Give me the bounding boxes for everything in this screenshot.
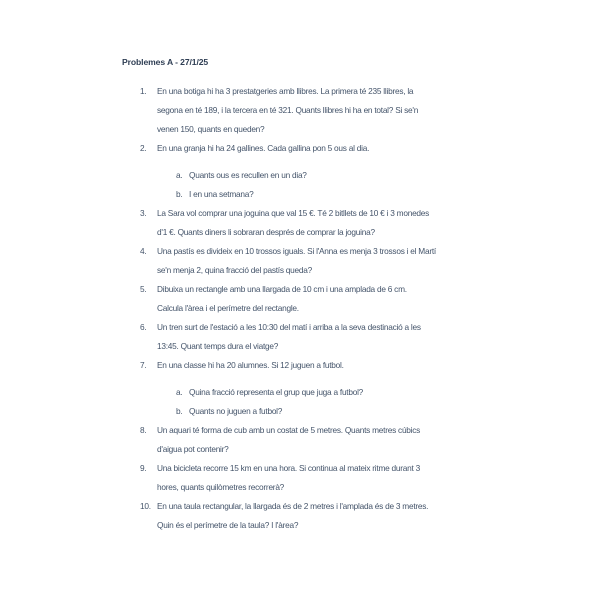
- problem-10: [140, 497, 470, 535]
- problem-number: 7.: [140, 360, 147, 370]
- problem-text: 13:45. Quant temps dura el viatge?: [157, 341, 279, 351]
- problem-8: [140, 421, 470, 459]
- problem-5: [140, 280, 470, 318]
- problem-text: venen 150, quants en queden?: [157, 124, 265, 134]
- page-title: Problemes A - 27/1/25: [122, 57, 209, 67]
- problem-line: [140, 139, 470, 158]
- worksheet: [122, 56, 470, 535]
- subitem-line: [140, 185, 470, 204]
- problem-text: segona en té 189, i la tercera en té 321. Quants llibres hi ha en total? Si se'n: [157, 105, 419, 115]
- problem-line: [140, 497, 470, 516]
- problem-number: 8.: [140, 425, 147, 435]
- problem-number: 6.: [140, 322, 147, 332]
- subitem-text: Quants ous es recullen en un dia?: [189, 170, 307, 180]
- problem-line: [140, 242, 470, 261]
- problem-4: [140, 242, 470, 280]
- problem-text: En una classe hi ha 20 alumnes. Si 12 juguen a futbol.: [157, 360, 344, 370]
- problem-text: Quin és el perímetre de la taula? I l'àrea?: [157, 520, 299, 530]
- problem-text: Un tren surt de l'estació a les 10:30 del matí i arriba a la seva destinació a les: [157, 322, 421, 332]
- problem-3: [140, 204, 470, 242]
- problem-7: [140, 356, 470, 421]
- problem-line: [140, 101, 470, 120]
- problem-line: [140, 299, 470, 318]
- problem-text: Una bicicleta recorre 15 km en una hora. Si continua al mateix ritme durant 3: [157, 463, 420, 473]
- problem-number: 4.: [140, 246, 147, 256]
- problem-line: [140, 280, 470, 299]
- problem-line: [140, 337, 470, 356]
- problem-number: 9.: [140, 463, 147, 473]
- problem-line: [140, 223, 470, 242]
- subitem-line: [140, 402, 470, 421]
- problem-text: En una taula rectangular, la llargada és de 2 metres i l'amplada és de 3 metres.: [157, 501, 429, 511]
- problem-1: [140, 82, 470, 139]
- subitem-text: Quina fracció representa el grup que juga a futbol?: [189, 387, 364, 397]
- problem-9: [140, 459, 470, 497]
- problem-line: [140, 204, 470, 223]
- problem-line: [140, 261, 470, 280]
- problem-number: 10.: [140, 501, 151, 511]
- problem-number: 2.: [140, 143, 147, 153]
- problem-line: [140, 356, 470, 375]
- problem-number: 1.: [140, 86, 147, 96]
- subitem-letter: a.: [176, 170, 183, 180]
- subitem-text: Quants no juguen a futbol?: [189, 406, 283, 416]
- problem-line: [140, 318, 470, 337]
- subitem-list: [140, 158, 470, 204]
- subitem-text: I en una setmana?: [189, 189, 254, 199]
- problem-line: [140, 421, 470, 440]
- subitem-letter: b.: [176, 406, 183, 416]
- problem-list: [140, 82, 470, 535]
- subitem-letter: b.: [176, 189, 183, 199]
- problem-line: [140, 120, 470, 139]
- problem-text: hores, quants quilòmetres recorrerà?: [157, 482, 285, 492]
- subitem-letter: a.: [176, 387, 183, 397]
- problem-2: [140, 139, 470, 204]
- problem-text: Calcula l'àrea i el perímetre del rectangle.: [157, 303, 299, 313]
- problem-line: [140, 459, 470, 478]
- problem-text: Un aquari té forma de cub amb un costat de 5 metres. Quants metres cúbics: [157, 425, 421, 435]
- subitem-line: [140, 383, 470, 402]
- problem-text: d'aigua pot contenir?: [157, 444, 229, 454]
- problem-line: [140, 478, 470, 497]
- problem-text: Una pastís es divideix en 10 trossos iguals. Si l'Anna es menja 3 trossos i el Martí: [157, 246, 436, 256]
- subitem-list: [140, 375, 470, 421]
- problem-text: En una botiga hi ha 3 prestatgeries amb llibres. La primera té 235 llibres, la: [157, 86, 414, 96]
- problem-line: [140, 82, 470, 101]
- problem-number: 3.: [140, 208, 147, 218]
- subitem-line: [140, 166, 470, 185]
- problem-line: [140, 516, 470, 535]
- problem-line: [140, 440, 470, 459]
- problem-number: 5.: [140, 284, 147, 294]
- problem-text: En una granja hi ha 24 gallines. Cada gallina pon 5 ous al dia.: [157, 143, 370, 153]
- problem-text: Dibuixa un rectangle amb una llargada de 10 cm i una amplada de 6 cm.: [157, 284, 407, 294]
- problem-6: [140, 318, 470, 356]
- problem-text: d'1 €. Quants diners li sobraran després de comprar la joguina?: [157, 227, 375, 237]
- problem-text: La Sara vol comprar una joguina que val 15 €. Té 2 bitllets de 10 € i 3 monedes: [157, 208, 430, 218]
- problem-text: se'n menja 2, quina fracció del pastís queda?: [157, 265, 312, 275]
